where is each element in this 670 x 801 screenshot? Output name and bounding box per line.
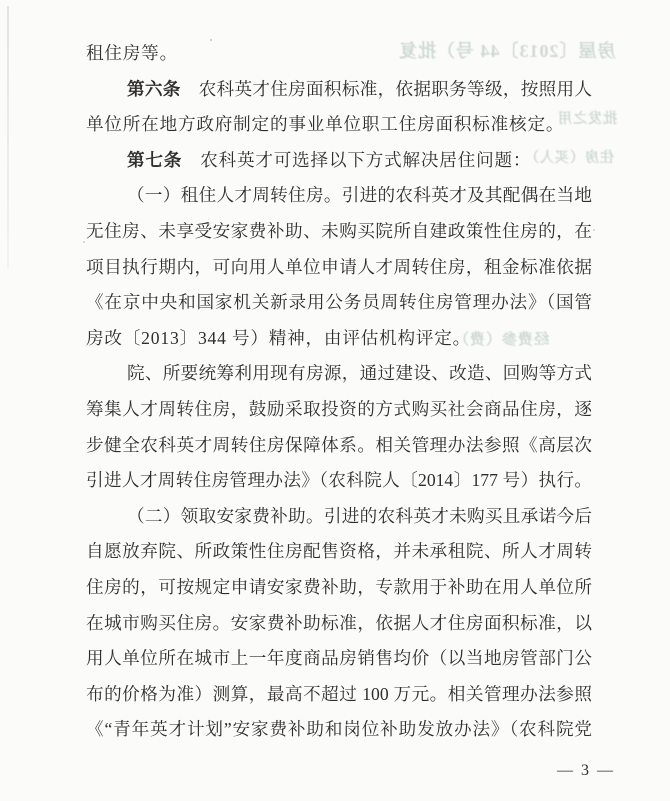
line-text: 租住房等。 xyxy=(86,43,178,63)
line-text: 《“青年英才计划”安家费补助和岗位补助发放办法》（农科院党 xyxy=(86,719,592,740)
text-line xyxy=(86,72,592,108)
line-text: 农科英才可选择以下方式解决居住问题： xyxy=(200,149,532,170)
line-text: 引进人才周转住房管理办法》（农科院人〔2014〕177 号）执行。 xyxy=(86,470,592,491)
line-text: 农科英才住房面积标准，依据职务等级，按照用人 xyxy=(198,78,592,99)
text-line xyxy=(86,570,592,606)
line-text: 用人单位所在城市上一年度商品房销售均价（以当地房管部门公 xyxy=(86,648,592,669)
text-line xyxy=(86,463,592,499)
line-text: 房改〔2013〕344 号）精神，由评估机构评定。 xyxy=(86,327,472,348)
bleedthrough-text: 房屋〔2013〕44 号）批复 xyxy=(398,41,616,61)
text-line xyxy=(86,606,592,642)
line-text: 筹集人才周转住房，鼓励采取投资的方式购买社会商品住房，逐 xyxy=(86,398,592,419)
line-text: 在城市购买住房。安家费补助标准，依据人才住房面积标准，以 xyxy=(86,612,592,633)
text-line xyxy=(86,534,592,570)
text-line xyxy=(86,712,592,748)
text-line xyxy=(86,392,592,428)
line-text: 无住房、未享受安家费补助、未购买院所自建政策性住房的，在 xyxy=(86,220,592,241)
line-text: 布的价格为准）测算，最高不超过 100 万元。相关管理办法参照 xyxy=(86,683,592,704)
text-line xyxy=(86,178,592,214)
article-number: 第七条 xyxy=(127,149,183,170)
bleedthrough-text: 经费参（费） xyxy=(453,332,550,348)
bleedthrough-text: 住房（买人） xyxy=(524,151,614,166)
line-text: （二）领取安家费补助。引进的农科英才未购买且承诺今后 xyxy=(127,505,592,526)
text-line xyxy=(86,143,592,179)
text-line xyxy=(86,214,592,250)
line-text: （一）租住人才周转住房。引进的农科英才及其配偶在当地 xyxy=(127,185,592,206)
article-number: 第六条 xyxy=(127,78,181,99)
line-text: 单位所在地方政府制定的事业单位职工住房面积标准核定。 xyxy=(86,114,565,135)
text-line xyxy=(86,250,592,286)
text-line xyxy=(86,321,592,357)
line-text: 项目执行期内，可向用人单位申请人才周转住房，租金标准依据 xyxy=(86,256,592,277)
text-line xyxy=(86,428,592,464)
line-text: 住房的，可按规定申请安家费补助，专款用于补助在用人单位所 xyxy=(86,576,592,597)
text-line xyxy=(86,107,592,143)
line-text: 步健全农科英才周转住房保障体系。相关管理办法参照《高层次 xyxy=(86,434,592,455)
page-number: — 3 — xyxy=(557,762,615,779)
line-text: 《在京中央和国家机关新录用公务员周转住房管理办法》（国管 xyxy=(86,292,592,313)
text-line xyxy=(86,36,592,72)
line-text: 自愿放弃院、所政策性住房配售资格，并未承租院、所人才周转 xyxy=(86,541,592,562)
text-line xyxy=(86,677,592,713)
text-line xyxy=(86,356,592,392)
text-line xyxy=(86,499,592,535)
text-line xyxy=(86,641,592,677)
bleedthrough-text: 批发之用 xyxy=(557,112,617,127)
text-line xyxy=(86,285,592,321)
line-text: 院、所要统筹利用现有房源，通过建设、改造、回购等方式 xyxy=(127,363,592,384)
